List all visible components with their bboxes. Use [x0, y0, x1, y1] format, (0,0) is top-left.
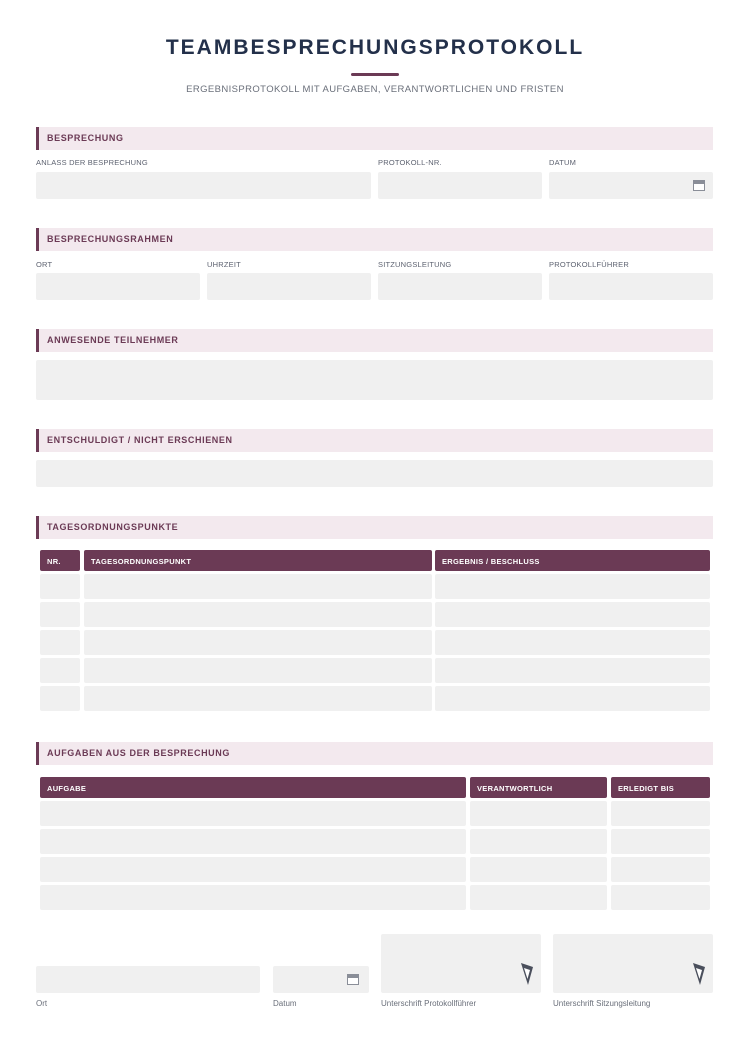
agenda-row-cell[interactable] — [40, 686, 80, 711]
pen-icon — [690, 961, 708, 987]
time-field[interactable] — [207, 273, 371, 300]
section-header-meeting — [36, 127, 713, 150]
label-chair: SITZUNGSLEITUNG — [378, 260, 452, 269]
protocol-number-field[interactable] — [378, 172, 542, 199]
task-row-cell[interactable] — [40, 829, 466, 854]
label-occasion: ANLASS DER BESPRECHUNG — [36, 158, 148, 167]
section-title: BESPRECHUNG — [47, 133, 124, 143]
label-time: UHRZEIT — [207, 260, 241, 269]
agenda-row-cell[interactable] — [84, 658, 432, 683]
agenda-row-cell[interactable] — [40, 574, 80, 599]
signature-date-label: Datum — [273, 999, 297, 1008]
task-row-cell[interactable] — [611, 857, 710, 882]
chair-signature-label: Unterschrift Sitzungsleitung — [553, 999, 651, 1008]
task-row-cell[interactable] — [470, 801, 607, 826]
document-subtitle: ERGEBNISPROTOKOLL MIT AUFGABEN, VERANTWORTLICHEN UND FRISTEN — [186, 84, 564, 95]
task-row-cell[interactable] — [611, 801, 710, 826]
agenda-row-cell[interactable] — [84, 630, 432, 655]
agenda-row-cell[interactable] — [84, 686, 432, 711]
section-header-tasks — [36, 742, 713, 765]
task-row-cell[interactable] — [470, 857, 607, 882]
agenda-header-result: ERGEBNIS / BESCHLUSS — [435, 550, 710, 571]
task-row-cell[interactable] — [611, 885, 710, 910]
calendar-icon[interactable] — [693, 180, 705, 191]
agenda-row-cell[interactable] — [435, 686, 710, 711]
section-header-agenda — [36, 516, 713, 539]
signature-place-field[interactable] — [36, 966, 260, 993]
section-header-frame — [36, 228, 713, 251]
section-title: AUFGABEN AUS DER BESPRECHUNG — [47, 748, 230, 758]
chair-field[interactable] — [378, 273, 542, 300]
agenda-row-cell[interactable] — [435, 574, 710, 599]
agenda-row-cell[interactable] — [40, 630, 80, 655]
label-place: ORT — [36, 260, 53, 269]
task-row-cell[interactable] — [40, 885, 466, 910]
attendees-field[interactable] — [36, 360, 713, 400]
agenda-row-cell[interactable] — [435, 602, 710, 627]
agenda-row-cell[interactable] — [435, 630, 710, 655]
agenda-row-cell[interactable] — [40, 602, 80, 627]
label-date: DATUM — [549, 158, 577, 167]
section-header-excused — [36, 429, 713, 452]
minute-taker-signature-label: Unterschrift Protokollführer — [381, 999, 477, 1008]
document-title: TEAMBESPRECHUNGSPROTOKOLL — [165, 36, 585, 59]
title-divider — [351, 73, 399, 76]
section-title: ENTSCHULDIGT / NICHT ERSCHIENEN — [47, 435, 233, 445]
task-row-cell[interactable] — [40, 857, 466, 882]
agenda-header-item: TAGESORDNUNGSPUNKT — [84, 550, 432, 571]
task-row-cell[interactable] — [470, 885, 607, 910]
place-field[interactable] — [36, 273, 200, 300]
label-minute-taker: PROTOKOLLFÜHRER — [549, 260, 629, 269]
agenda-header-number: NR. — [40, 550, 80, 571]
pen-icon — [518, 961, 536, 987]
label-protocol-number: PROTOKOLL-NR. — [378, 158, 442, 167]
chair-signature-field[interactable] — [553, 934, 713, 993]
excused-field[interactable] — [36, 460, 713, 487]
minute-taker-field[interactable] — [549, 273, 713, 300]
agenda-row-cell[interactable] — [84, 574, 432, 599]
minute-taker-signature-field[interactable] — [381, 934, 541, 993]
date-field[interactable] — [549, 172, 713, 199]
agenda-row-cell[interactable] — [435, 658, 710, 683]
section-header-attendees — [36, 329, 713, 352]
agenda-row-cell[interactable] — [84, 602, 432, 627]
section-title: TAGESORDNUNGSPUNKTE — [47, 522, 179, 532]
task-row-cell[interactable] — [40, 801, 466, 826]
signature-place-label: Ort — [36, 999, 48, 1008]
signature-date-field[interactable] — [273, 966, 369, 993]
tasks-header-task: AUFGABE — [40, 777, 466, 798]
tasks-header-due: ERLEDIGT BIS — [611, 777, 710, 798]
calendar-icon[interactable] — [347, 974, 359, 985]
occasion-field[interactable] — [36, 172, 371, 199]
agenda-row-cell[interactable] — [40, 658, 80, 683]
task-row-cell[interactable] — [611, 829, 710, 854]
section-title: ANWESENDE TEILNEHMER — [47, 335, 179, 345]
tasks-header-responsible: VERANTWORTLICH — [470, 777, 607, 798]
task-row-cell[interactable] — [470, 829, 607, 854]
section-title: BESPRECHUNGSRAHMEN — [47, 234, 174, 244]
